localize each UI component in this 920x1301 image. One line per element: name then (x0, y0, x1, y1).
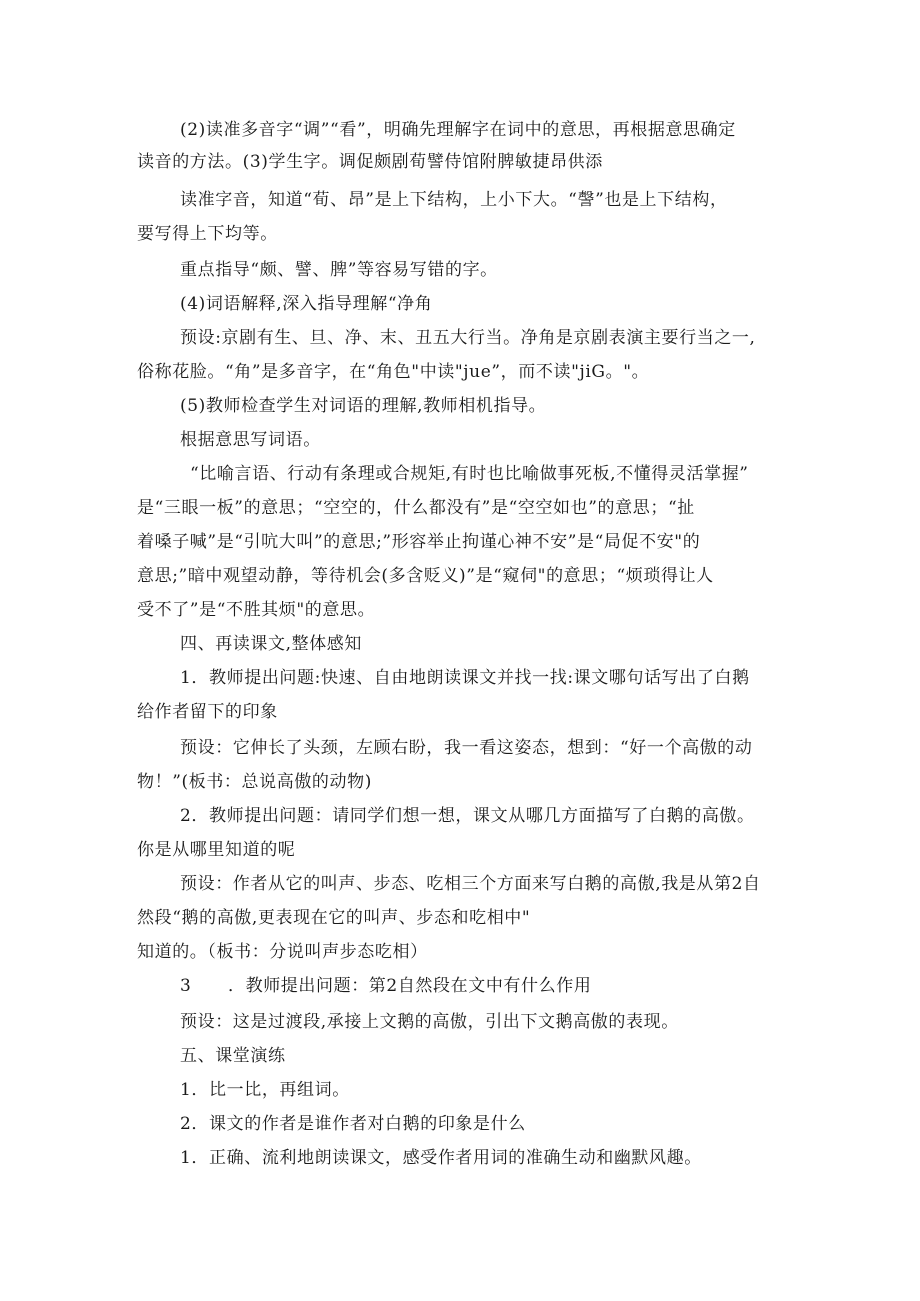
text-line: 物！”(板书：总说高傲的动物) (137, 772, 372, 792)
text-line: 读音的方法。(3)学生字。调促颇剧荀譬侍馆附脾敏捷昂供添 (137, 152, 603, 172)
text-line: 你是从哪里知道的呢 (137, 840, 296, 860)
text-line: 是“三眼一板”的意思；“空空的，什么都没有”是“空空如也”的意思；“扯 (137, 498, 695, 518)
text-line: 1．教师提出问题:快速、自由地朗读课文并找一找:课文哪句话写出了白鹅 (180, 668, 750, 688)
text-line: ．教师提出问题：第2自然段在文中有什么作用 (228, 976, 592, 996)
text-line: 预设：这是过渡段,承接上文鹅的高傲，引出下文鹅高傲的表现。 (180, 1012, 679, 1032)
text-line: 1．比一比，再组词。 (180, 1080, 350, 1100)
text-line: 预设:京剧有生、旦、净、末、丑五大行当。净角是京剧表演主要行当之一, (180, 328, 756, 348)
text-line: 意思;”暗中观望动静，等待机会(多含贬义)”是“窥伺"的意思；“烦琐得让人 (137, 566, 714, 586)
text-line: 给作者留下的印象 (137, 702, 278, 722)
text-line: 着嗓子喊”是“引吭大叫”的意思;”形容举止拘谨心神不安”是“局促不安"的 (137, 532, 701, 552)
text-line: 预设：它伸长了头颈，左顾右盼，我一看这姿态，想到：“好一个高傲的动 (180, 738, 753, 758)
text-line: 然段“鹅的高傲,更表现在它的叫声、步态和吃相中" (137, 908, 531, 928)
text-line: 要写得上下均等。 (137, 224, 278, 244)
text-line: “比喻言语、行动有条理或合规矩,有时也比喻做事死板,不懂得灵活掌握” (190, 464, 749, 484)
text-line: 重点指导“颇、譬、脾”等容易写错的字。 (180, 260, 498, 280)
text-line: 2．教师提出问题：请同学们想一想，课文从哪几方面描写了白鹅的高傲。 (180, 806, 755, 826)
text-line: 受不了”是“不胜其烦"的意思。 (137, 600, 376, 620)
list-number: 3 (180, 976, 192, 996)
section-heading: 四、再读课文,整体感知 (180, 634, 363, 654)
text-line: 2．课文的作者是谁作者对白鹅的印象是什么 (180, 1114, 526, 1134)
text-line: (4)词语解释,深入指导理解“净角 (180, 294, 433, 314)
text-line: 预设：作者从它的叫声、步态、吃相三个方面来写白鹅的高傲,我是从第2自 (180, 874, 761, 894)
text-line: 读准字音，知道“荀、昂”是上下结构，上小下大。“謦”也是上下结构， (180, 190, 728, 210)
text-line: 俗称花脸。“角”是多音字，在“角色"中读"jue”，而不读"jiG。"。 (137, 362, 650, 382)
text-line: 知道的。（板书：分说叫声步态吃相） (137, 942, 428, 962)
text-line: 根据意思写词语。 (180, 430, 321, 450)
section-heading: 五、课堂演练 (180, 1046, 286, 1066)
text-line: (5)教师检查学生对词语的理解,教师相机指导。 (180, 396, 547, 416)
text-line: 1．正确、流利地朗读课文，感受作者用词的准确生动和幽默风趣。 (180, 1148, 702, 1168)
text-line: (2)读准多音字“调”“看”，明确先理解字在词中的意思，再根据意思确定 (180, 120, 736, 140)
